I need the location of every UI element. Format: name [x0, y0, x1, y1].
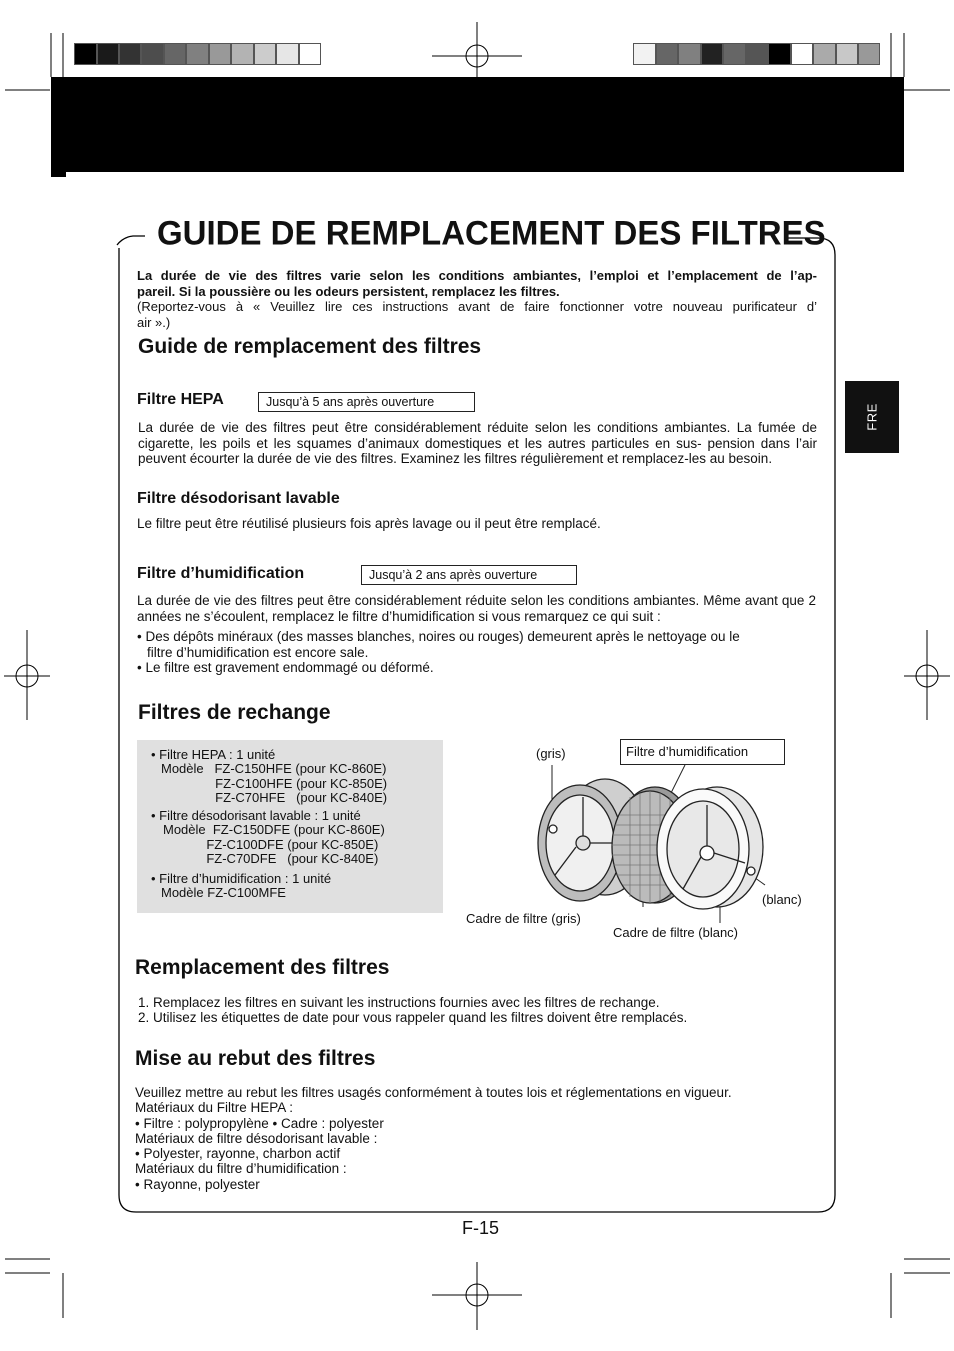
- diagram-label-frame-blanc: Cadre de filtre (blanc): [613, 925, 738, 940]
- deodorizing-description: Le filtre peut être réutilisé plusieurs fois après lavage ou il peut être remplacé.: [137, 516, 601, 531]
- hepa-unit: • Filtre HEPA : 1 unité: [151, 747, 276, 762]
- diagram-label-humidification: Filtre d’humidification: [620, 739, 785, 765]
- section-heading-replacement-filters: Filtres de rechange: [138, 701, 331, 724]
- humid-unit: • Filtre d’humidification : 1 unité: [151, 871, 332, 886]
- deo-unit: • Filtre désodorisant lavable : 1 unité: [151, 808, 361, 823]
- deodorizing-label: Filtre désodorisant lavable: [137, 490, 340, 507]
- deo-models: Modèle FZ-C150DFE (pour KC-860E) FZ-C100DFE (pour KC-850E) FZ-C70DFE (pour KC-840E): [163, 822, 385, 866]
- hepa-description: La durée de vie des filtres peut être considérablement réduite selon les conditions ambiantes. La fumée de cigarette, les poils et les squames d’animaux domestiques et les autres particules en sus- pension dans l’air peuvent écourter la durée de vie des filtres. Examinez les filtres régulièrement et remplacez-les au besoin.: [138, 420, 817, 466]
- intro: [137, 268, 817, 330]
- disposal-line: Matériaux du Filtre HEPA :: [135, 1100, 294, 1115]
- page-title: GUIDE DE REMPLACEMENT DES FILTRES: [157, 213, 826, 252]
- header-band: [51, 77, 904, 172]
- humid-model: Modèle FZ-C100MFE: [161, 885, 286, 900]
- humidifying-label: Filtre d’humidification: [137, 565, 305, 582]
- disposal-line: Veuillez mettre au rebut les filtres usagés conformément à toutes lois et réglementations en vigueur.: [135, 1085, 732, 1100]
- hepa-duration-box: Jusqu’à 5 ans après ouverture: [258, 392, 475, 412]
- intro-bold-line: La durée de vie des filtres varie selon les conditions ambiantes, l’emploi et l’emplacement de l’ap-: [137, 268, 817, 283]
- section-heading-guide: Guide de remplacement des filtres: [138, 335, 482, 358]
- hepa-label: Filtre HEPA: [137, 391, 224, 408]
- humidifying-bullet: • Des dépôts minéraux (des masses blanches, noires ou rouges) demeurent après le nettoyage ou le: [137, 629, 740, 644]
- humidifying-description: La durée de vie des filtres peut être considérablement réduite selon les conditions ambiantes. Même avant que 2 années ne s’écoulent, remplacez le filtre d’humidification si vous remarquez ce qui suit :: [137, 593, 816, 624]
- section-heading-filter-replacement: Remplacement des filtres: [135, 956, 390, 979]
- intro-note-line: (Reportez-vous à « Veuillez lire ces instructions avant de faire fonctionner votre nouveau purificateur d’: [137, 299, 817, 314]
- language-tab-label: FRE: [864, 403, 880, 431]
- humidifying-duration-box: Jusqu’à 2 ans après ouverture: [361, 565, 577, 585]
- disposal-line: • Filtre : polypropylène • Cadre : polyester: [135, 1116, 384, 1131]
- disposal-line: • Rayonne, polyester: [135, 1177, 260, 1192]
- diagram-label-frame-gris: Cadre de filtre (gris): [466, 911, 581, 926]
- replacement-filters-box: [137, 740, 443, 913]
- intro-bold-line: pareil. Si la poussière ou les odeurs persistent, remplacez les filtres.: [137, 283, 560, 299]
- section-heading-disposal: Mise au rebut des filtres: [135, 1047, 376, 1070]
- language-tab: [845, 381, 899, 453]
- disposal-line: Matériaux du filtre d’humidification :: [135, 1161, 347, 1176]
- replacement-step: 2. Utilisez les étiquettes de date pour vous rappeler quand les filtres doivent être remplacés.: [138, 1010, 688, 1025]
- diagram-label-gris: (gris): [536, 746, 566, 761]
- humidifying-bullet: • Le filtre est gravement endommagé ou déformé.: [137, 660, 434, 675]
- replacement-step: 1. Remplacez les filtres en suivant les instructions fournies avec les filtres de rechange.: [138, 995, 660, 1010]
- intro-note-line: air ».): [137, 314, 171, 330]
- diagram-label-blanc: (blanc): [762, 892, 802, 907]
- disposal-line: • Polyester, rayonne, charbon actif: [135, 1146, 341, 1161]
- humidifying-bullet-cont: filtre d’humidification est encore sale.: [147, 645, 369, 660]
- disposal-line: Matériaux de filtre désodorisant lavable :: [135, 1131, 378, 1146]
- hepa-models: Modèle FZ-C150HFE (pour KC-860E) FZ-C100HFE (pour KC-850E) FZ-C70HFE (pour KC-840E): [161, 761, 388, 805]
- page-number: F-15: [462, 1218, 500, 1238]
